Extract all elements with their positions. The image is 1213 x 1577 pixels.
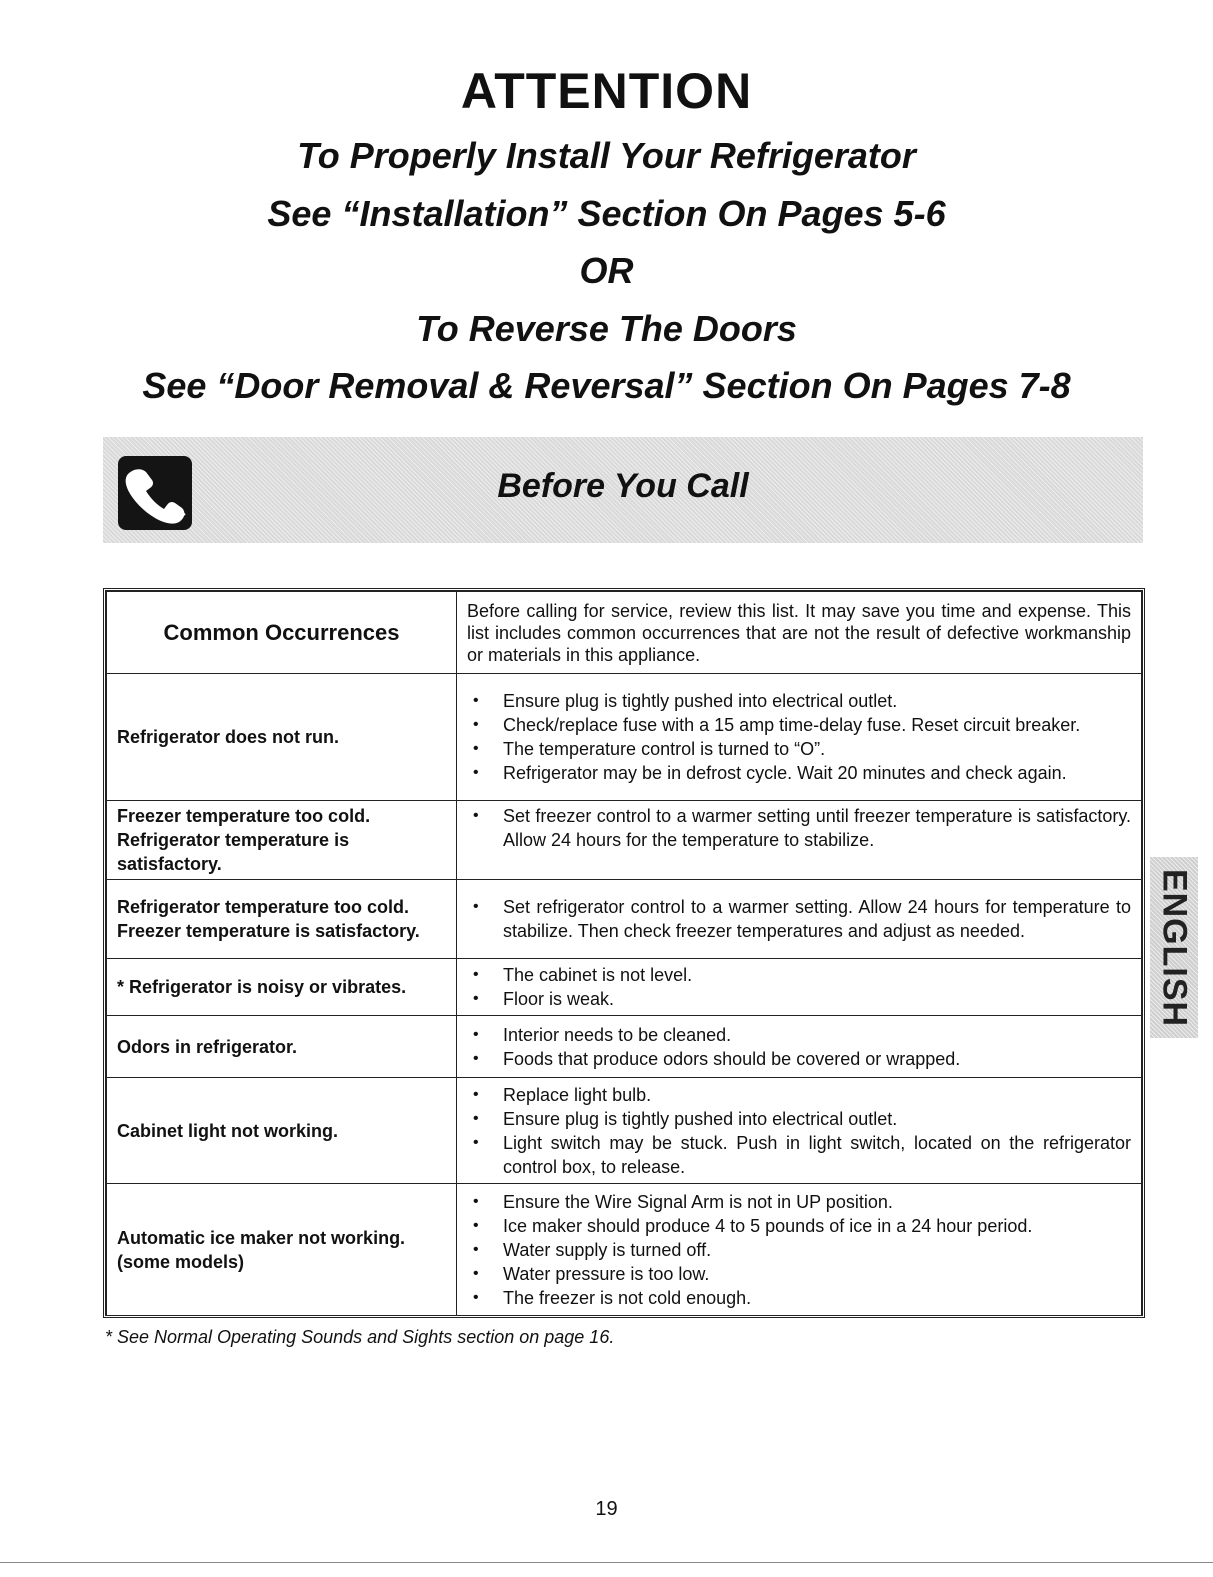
solution-item: • Check/replace fuse with a 15 amp time-delay fuse. Reset circuit breaker. xyxy=(467,713,1131,737)
occurrence-cell: Freezer temperature too cold. Refrigerator temperature is satisfactory. xyxy=(107,801,457,880)
solution-item: • Ensure plug is tightly pushed into electrical outlet. xyxy=(467,689,1131,713)
table-header-row xyxy=(107,592,1142,674)
table-row xyxy=(107,1078,1142,1184)
occurrence-cell: * Refrigerator is noisy or vibrates. xyxy=(107,959,457,1016)
table-row xyxy=(107,959,1142,1016)
page-bottom-rule xyxy=(0,1562,1213,1563)
solution-item: • Foods that produce odors should be covered or wrapped. xyxy=(467,1047,1131,1071)
occurrence-cell: Refrigerator does not run. xyxy=(107,674,457,801)
solution-item: • Ensure plug is tightly pushed into electrical outlet. xyxy=(467,1107,1131,1131)
reverse-doors-instruction: To Reverse The Doors xyxy=(416,308,797,349)
table-row xyxy=(107,801,1142,880)
solution-item: • Ice maker should produce 4 to 5 pounds of ice in a 24 hour period. xyxy=(467,1214,1131,1238)
solution-cell xyxy=(457,959,1142,1016)
solution-item: • The freezer is not cold enough. xyxy=(467,1286,1131,1310)
before-you-call-banner xyxy=(103,437,1143,543)
or-separator: OR xyxy=(579,250,634,291)
solution-item: • Set refrigerator control to a warmer setting. Allow 24 hours for temperature to stabilize. Then check freezer temperatures and adjust as needed. xyxy=(467,895,1131,943)
table-row xyxy=(107,1184,1142,1316)
solution-item: • Light switch may be stuck. Push in light switch, located on the refrigerator control box, to release. xyxy=(467,1131,1131,1179)
solution-cell xyxy=(457,880,1142,959)
solution-item: • Water supply is turned off. xyxy=(467,1238,1131,1262)
solution-item: • Ensure the Wire Signal Arm is not in UP position. xyxy=(467,1190,1131,1214)
page-number: 19 xyxy=(595,1498,618,1520)
occurrence-cell: Refrigerator temperature too cold. Freezer temperature is satisfactory. xyxy=(107,880,457,959)
page-title: ATTENTION xyxy=(460,63,753,119)
solution-item: • Water pressure is too low. xyxy=(467,1262,1131,1286)
install-reference: See “Installation” Section On Pages 5-6 xyxy=(267,193,946,234)
table-row xyxy=(107,880,1142,959)
solution-cell xyxy=(457,1184,1142,1316)
solution-item: • Set freezer control to a warmer setting until freezer temperature is satisfactory. Allow 24 hours for the temperature to stabilize. xyxy=(467,804,1131,852)
solution-cell xyxy=(457,674,1142,801)
column-header-common-occurrences: Common Occurrences xyxy=(107,592,457,674)
solution-item: • The temperature control is turned to “O”. xyxy=(467,737,1131,761)
solution-item: • Refrigerator may be in defrost cycle. Wait 20 minutes and check again. xyxy=(467,761,1131,785)
solution-item: • Replace light bulb. xyxy=(467,1083,1131,1107)
occurrence-cell: Cabinet light not working. xyxy=(107,1078,457,1184)
footnote: * See Normal Operating Sounds and Sights section on page 16. xyxy=(105,1327,615,1347)
solution-cell xyxy=(457,1016,1142,1078)
solution-item: • Interior needs to be cleaned. xyxy=(467,1023,1131,1047)
troubleshooting-table xyxy=(103,588,1145,1318)
intro-text: Before calling for service, review this list. It may save you time and expense. This list includes common occurrences that are not the result of defective workmanship or materials in this appliance. xyxy=(457,592,1142,674)
door-reversal-reference: See “Door Removal & Reversal” Section On Pages 7-8 xyxy=(142,365,1071,406)
solution-cell xyxy=(457,1078,1142,1184)
occurrence-cell: Odors in refrigerator. xyxy=(107,1016,457,1078)
language-label: ENGLISH xyxy=(1155,868,1194,1027)
table-row xyxy=(107,1016,1142,1078)
banner-title: Before You Call xyxy=(497,467,749,505)
solution-cell xyxy=(457,801,1142,880)
solution-item: • The cabinet is not level. xyxy=(467,963,1131,987)
table-row xyxy=(107,674,1142,801)
install-instruction: To Properly Install Your Refrigerator xyxy=(297,135,916,176)
solution-item: • Floor is weak. xyxy=(467,987,1131,1011)
occurrence-cell: Automatic ice maker not working. (some models) xyxy=(107,1184,457,1316)
language-side-tab xyxy=(1150,857,1198,1038)
